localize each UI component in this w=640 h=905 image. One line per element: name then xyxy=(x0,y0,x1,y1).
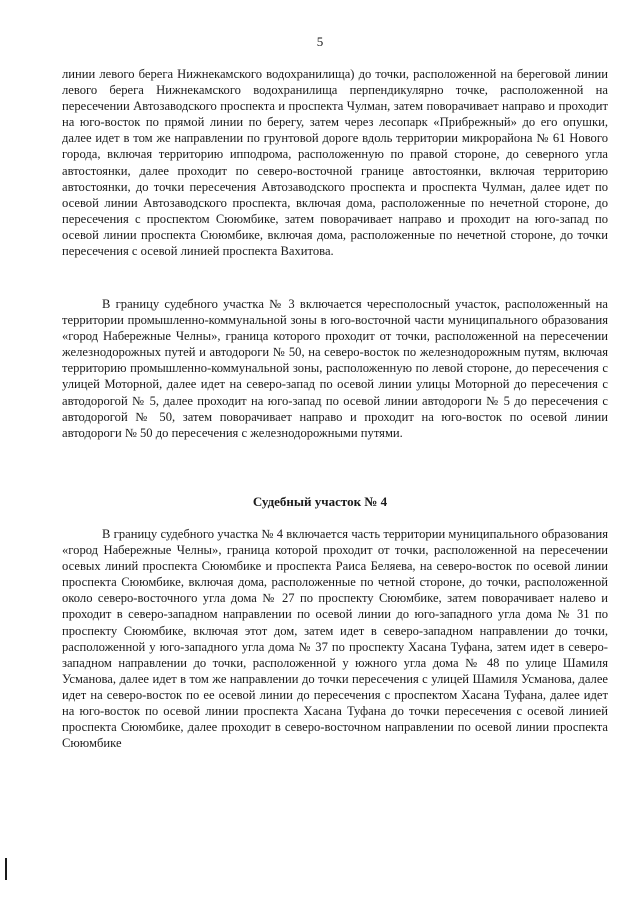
page-number: 5 xyxy=(316,34,324,49)
scan-margin-mark xyxy=(5,858,7,880)
paragraph-district-3-enclave: В границу судебного участка № 3 включается чересполосный участок, расположенный на территории промышленно-коммунальной зоны в юго-восточной части муниципального образования «город Набережные Челны», граница которого проходит от точки, расположенной на пересечении железнодорожных путей и автодороги № 50, на северо-восток по железнодорожным путям, включая территорию промышленно-коммунальной зоны, расположенную по левой стороне, до пересечения с улицей Моторной, далее идет на северо-запад по осевой линии улицы Моторной до пересечения с автодорогой № 5, далее проходит на юго-запад по осевой линии автодороги № 5 до пересечения с автодорогой № 50, затем поворачивает направо и проходит на юго-восток по осевой линии автодороги № 50 до пересечения с железнодорожными путями. xyxy=(62,297,608,440)
paragraph-district-4-boundary: В границу судебного участка № 4 включается часть территории муниципального образования «город Набережные Челны», граница которой проходит от точки, расположенной на пересечении осевых линий проспекта Сююмбике и проспекта Раиса Беляева, на северо-восток по осевой линии проспекта Сююмбике, включая дома, расположенные по четной стороне, до точки, расположенной около северо-восточного угла дома № 27 по проспекту Сююмбике, затем поворачивает налево и проходит в северо-западном направлении по осевой линии до юго-западного угла дома № 31 по проспекту Сююмбике, включая этот дом, затем идет в северо-западном направлении до точки, расположенной у юго-западного угла дома № 37 по проспекту Хасана Туфана, затем идет в северо-западном направлении до точки, расположенной у южного угла дома № 48 по улице Шамиля Усманова, далее идет в том же направлении до точки пересечения с улицей Шамиля Усманова, далее идет на северо-восток по ее осевой линии до пересечения с проспектом Хасана Туфана, далее идет на юго-восток по осевой линии проспекта Хасана Туфана до точки пересечения с осевой линией проспекта Сююмбике, далее проходит в северо-восточном направлении по осевой линии проспекта Сююмбике xyxy=(62,527,608,751)
paragraph-continuation: линии левого берега Нижнекамского водохранилища) до точки, расположенной на береговой линии левого берега Нижнекамского водохранилища перпендикулярно точке, расположенной на пересечении Автозаводского проспекта и проспекта Чулман, затем поворачивает направо и проходит на юго-восток по прямой линии по берегу, затем через лесопарк «Прибрежный» до его опушки, далее идет в том же направлении по грунтовой дороге вдоль территории микрорайона № 61 Нового города, включая территорию ипподрома, расположенную по правой стороне, до северного угла автостоянки, далее проходит по северо-восточной границе автостоянки, включая территорию автостоянки, до точки пересечения Автозаводского проспекта и проспекта Чулман, далее идет по осевой линии Автозаводского проспекта, включая дома, расположенные по нечетной стороне, до пересечения с проспектом Сююмбике, затем поворачивает направо и проходит на юго-запад по осевой линии проспекта Сююмбике, включая дома, расположенные по нечетной стороне, до точки пересечения с осевой линией проспекта Вахитова. xyxy=(62,67,608,259)
section-heading-district-4: Судебный участок № 4 xyxy=(252,494,388,509)
